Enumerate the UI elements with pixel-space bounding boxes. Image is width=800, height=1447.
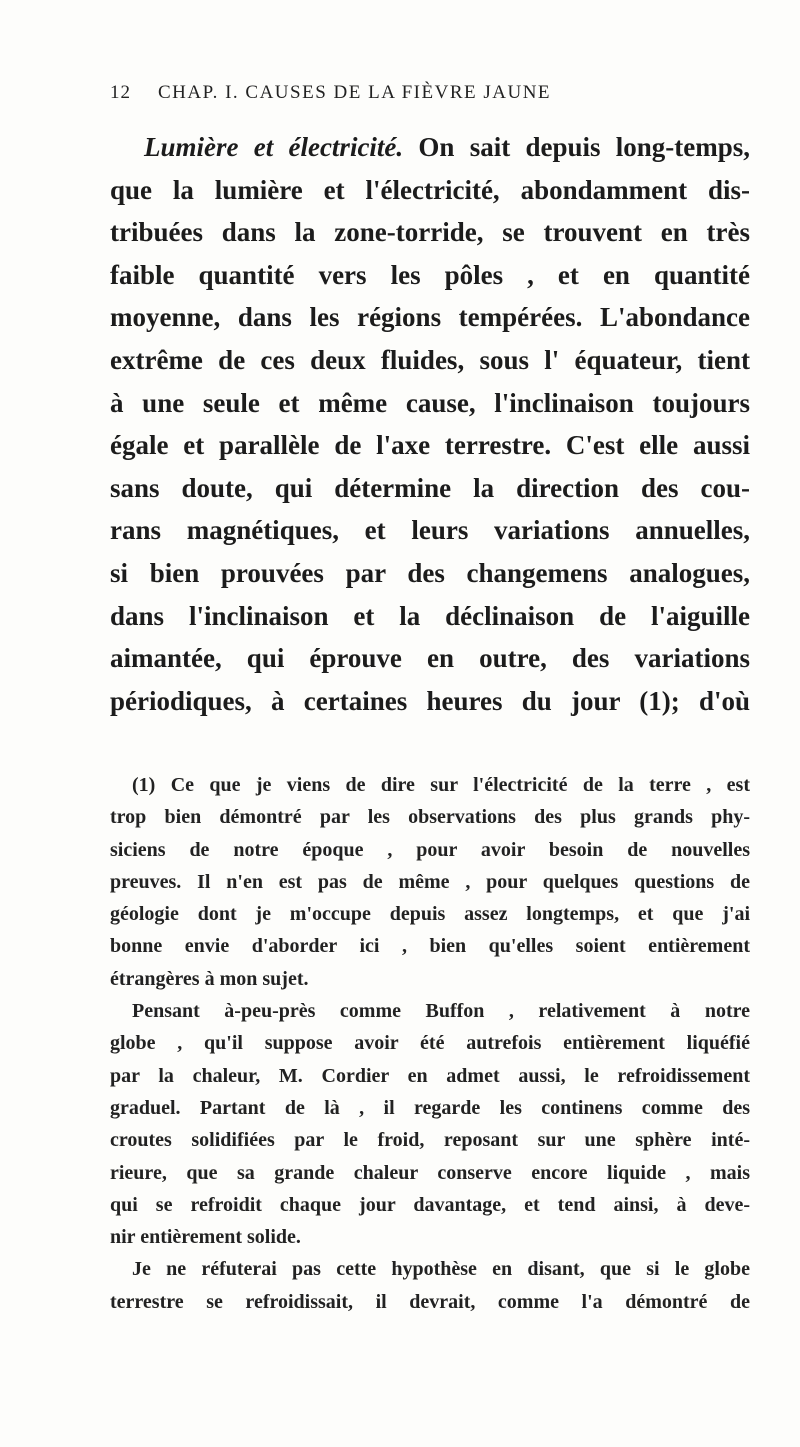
footnote-line: croutes solidifiées par le froid, reposant sur une sphère inté- [110,1129,750,1152]
body-line: tribuées dans la zone-torride, se trouvent en très [110,217,750,248]
body-line: périodiques, à certaines heures du jour (1); d'où [110,685,750,716]
body-line: égale et parallèle de l'axe terrestre. C'est elle aussi [110,430,750,461]
body-line: à une seule et même cause, l'inclinaison toujours [110,387,750,418]
footnotes [110,769,750,1318]
body-line: si bien prouvées par des changemens analogues, [110,557,750,588]
body-line: rans magnétiques, et leurs variations annuelles, [110,515,750,546]
footnote-line: terrestre se refroidissait, il devrait, comme l'a démontré de [110,1290,750,1313]
body-line: dans l'inclinaison et la déclinaison de l'aiguille [110,600,750,631]
footnote-line: (1) Ce que je viens de dire sur l'électricité de la terre , est [132,774,750,796]
body-line: extrême de ces deux fluides, sous l' équateur, tient [110,344,750,375]
footnote-line: preuves. Il n'en est pas de même , pour quelques questions de [110,870,750,893]
footnote-line: nir entièrement solide. [110,1226,301,1249]
footnote-line: Je ne réfuterai pas cette hypothèse en disant, que si le globe [132,1258,750,1281]
paragraph-first-line [110,126,750,169]
footnote-line: globe , qu'il suppose avoir été autrefois entièrement liquéfié [110,1032,750,1055]
footnote-line: graduel. Partant de là , il regarde les continens comme des [110,1096,750,1119]
footnote-line: rieure, que sa grande chaleur conserve encore liquide , mais [110,1161,750,1184]
footnote-line: géologie dont je m'occupe depuis assez longtemps, et que j'ai [110,903,750,926]
footnote-line: bonne envie d'aborder ici , bien qu'elles soient entièrement [110,935,750,958]
footnote-line: par la chaleur, M. Cordier en admet aussi, le refroidissement [110,1064,750,1087]
first-line-text: On sait depuis long-temps, [403,132,750,162]
footnote-line: siciens de notre époque , pour avoir besoin de nouvelles [110,838,750,861]
page-number: 12 [110,82,131,103]
body-line: faible quantité vers les pôles , et en quantité [110,259,750,290]
body-line: moyenne, dans les régions tempérées. L'abondance [110,302,750,333]
footnote-line: Pensant à-peu-près comme Buffon , relativement à notre [132,1000,750,1023]
body-line: que la lumière et l'électricité, abondamment dis- [110,174,750,205]
running-header [110,82,700,104]
footnote-line: qui se refroidit chaque jour davantage, et tend ainsi, à deve- [110,1193,750,1216]
running-title: CHAP. I. CAUSES DE LA FIÈVRE JAUNE [158,82,552,103]
main-paragraph [110,126,750,722]
footnote-line: étrangères à mon sujet. [110,967,309,990]
body-line: aimantée, qui éprouve en outre, des variations [110,643,750,674]
footnote-line: trop bien démontré par les observations des plus grands phy- [110,806,750,829]
section-heading: Lumière et électricité. [144,132,404,162]
body-line: sans doute, qui détermine la direction des cou- [110,472,750,503]
